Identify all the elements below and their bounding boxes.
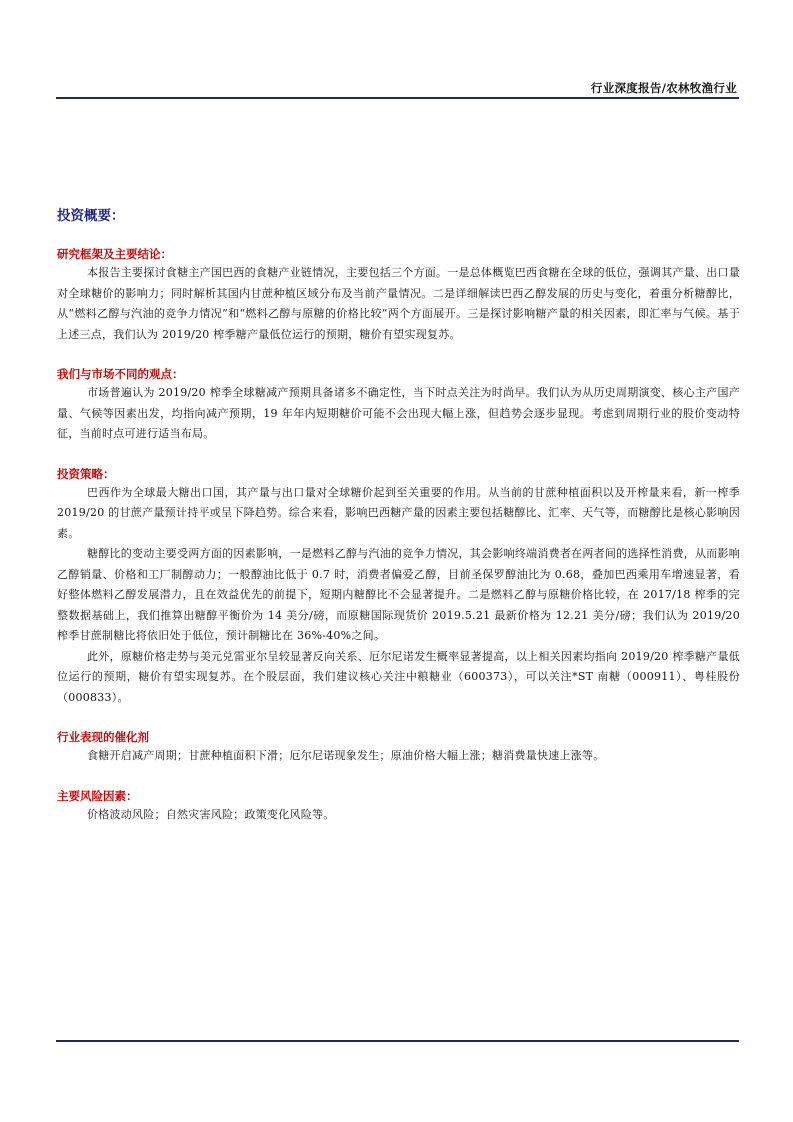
section-heading: 行业表现的催化剂 <box>57 730 149 744</box>
paragraph: 巴西作为全球最大糖出口国，其产量与出口量对全球糖价起到至关重要的作用。从当前的甘蔗种植面积以及开榨量来看，新一榨季 2019/20 的甘蔗产量预计持平或呈下降趋势。综合来看，影响巴西糖产量的因素主要包括糖醇比、汇率、天气等，而糖醇比是核心影响因素。 <box>57 485 740 540</box>
footer-divider <box>56 1040 739 1042</box>
section-catalysts <box>57 729 740 767</box>
paragraph: 本报告主要探讨食糖主产国巴西的食糖产业链情况，主要包括三个方面。一是总体概览巴西食糖在全球的低位，强调其产量、出口量对全球糖价的影响力；同时解析其国内甘蔗种植区域分布及当前产量情况。二是详细解读巴西乙醇发展的历史与变化，着重分析糖醇比，从“燃料乙醇与汽油的竞争力情况”和“燃料乙醇与原糖的价格比较”两个方面展开。三是探讨影响糖产量的相关因素，即汇率与气候。基于上述三点，我们认为 2019/20 榨季糖产量低位运行的预期，糖价有望实现复苏。 <box>57 266 740 341</box>
section-differing-views <box>57 366 740 445</box>
report-body <box>57 204 740 846</box>
paragraph: 糖醇比的变动主要受两方面的因素影响，一是燃料乙醇与汽油的竞争力情况，其会影响终端消费者在两者间的选择性消费，从而影响乙醇销量、价格和工厂制醇动力；一般醇油比低于 0.7 时，消费者偏爱乙醇，目前圣保罗醇油比为 0.68，叠加巴西乘用车增速显著，看好整体燃料乙醇发展潜力，且在效益优先的前提下，短期内糖醇比不会显著提升。二是燃料乙醇与原糖价格比较，在 2017/18 榨季的完整数据基础上，我们推算出糖醇平衡价为 14 美分/磅，而原糖国际现货价 2019.5.21 最新价格为 12.21 美分/磅；我们认为 2019/20 榨季甘蔗制糖比将依旧处于低位，预计制糖比在 36%-40%之间。 <box>57 547 740 642</box>
paragraph: 价格波动风险；自然灾害风险；政策变化风险等。 <box>87 807 335 821</box>
section-risk-factors <box>57 788 740 826</box>
section-heading: 我们与市场不同的观点： <box>57 367 184 381</box>
section-heading: 主要风险因素： <box>57 788 138 803</box>
page-title: 投资概要： <box>57 208 125 224</box>
paragraph: 此外，原糖价格走势与美元兑雷亚尔呈较显著反向关系、厄尔尼诺发生概率显著提高，以上相关因素均指向 2019/20 榨季糖产量低位运行的预期，糖价有望实现复苏。在个股层面，我们建议核心关注中粮糖业（600373），可以关注*ST 南糖（000911）、粤桂股份（000833）。 <box>57 649 740 704</box>
paragraph: 市场普遍认为 2019/20 榨季全球糖减产预期具备诸多不确定性，当下时点关注为时尚早。我们认为从历史周期演变、核心主产国产量、气候等因素出发，均指向减产预期，19 年年内短期糖价可能不会出现大幅上涨，但趋势会逐步显现。考虑到周期行业的股价变动特征，当前时点可进行适当布局。 <box>57 386 740 440</box>
section-investment-strategy <box>57 466 740 709</box>
header-divider <box>56 97 739 99</box>
section-heading: 投资策略： <box>57 466 115 481</box>
paragraph: 食糖开启减产周期；甘蔗种植面积下滑；厄尔尼诺现象发生；原油价格大幅上涨；糖消费量快速上涨等。 <box>87 749 605 762</box>
section-research-framework <box>57 246 740 345</box>
section-heading: 研究框架及主要结论： <box>57 247 172 261</box>
report-category-label: 行业深度报告/农林牧渔行业 <box>590 81 737 95</box>
